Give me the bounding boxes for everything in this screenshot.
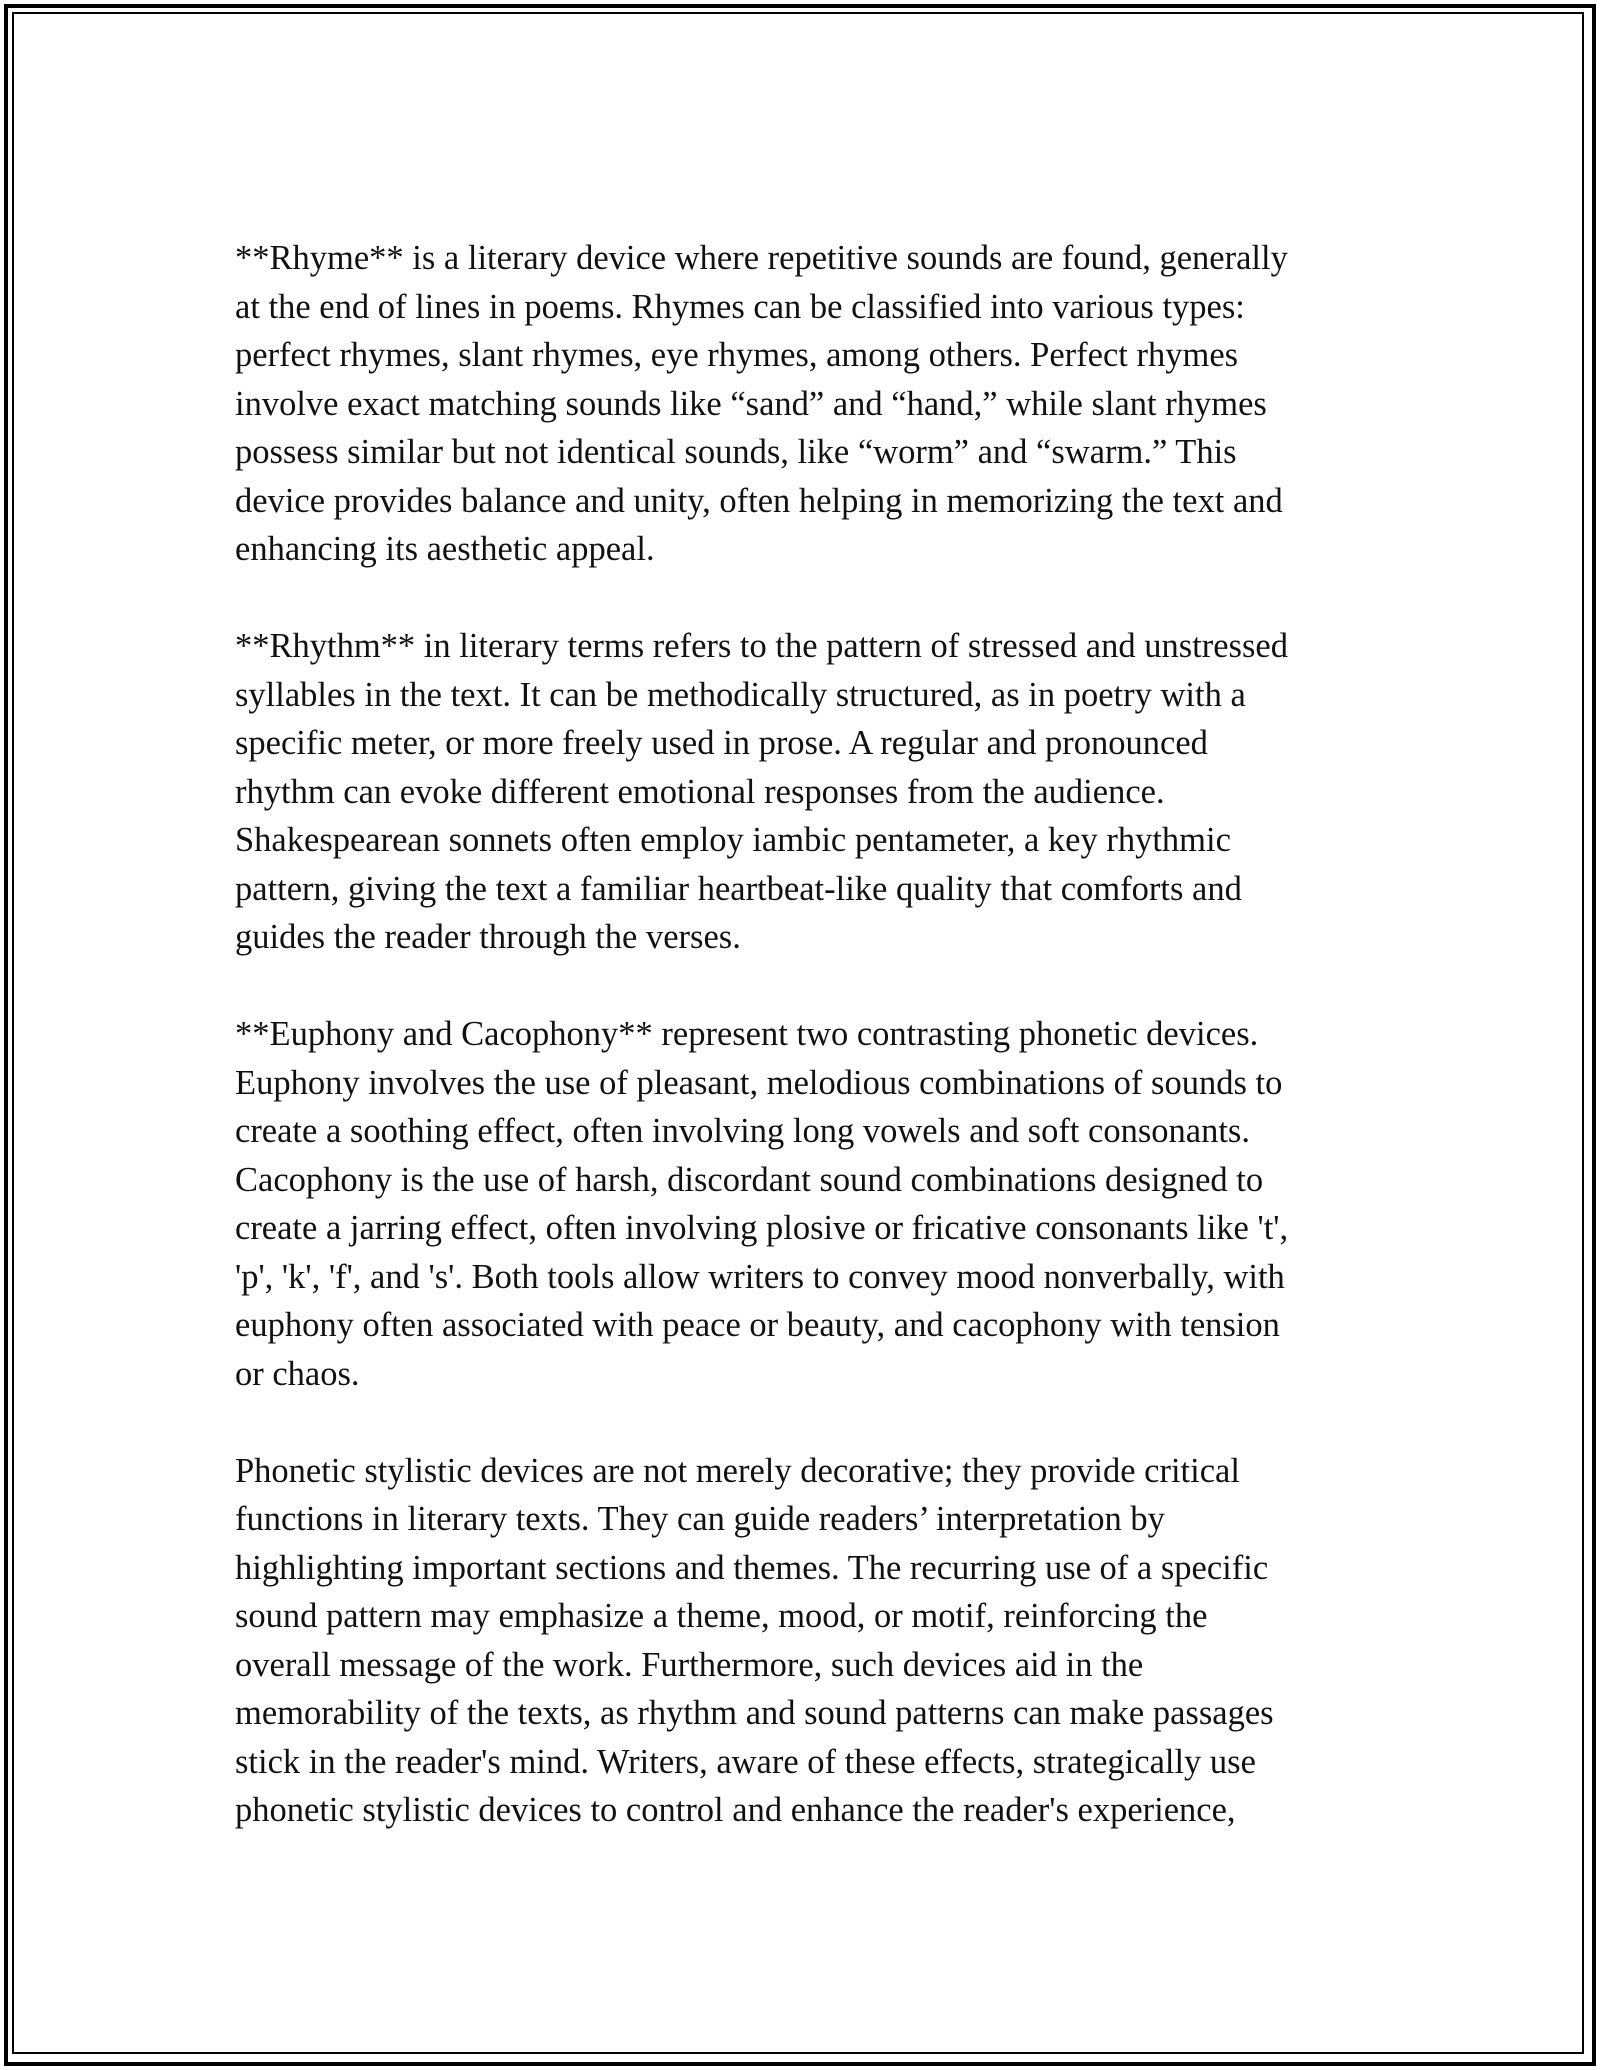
text-line: **Rhyme** is a literary device where repetitive sounds are found, generally: [235, 239, 1288, 277]
text-line: euphony often associated with peace or beauty, and cacophony with tension: [235, 1306, 1280, 1344]
paragraph-rhyme: [235, 234, 1365, 574]
text-line: stick in the reader's mind. Writers, aware of these effects, strategically use: [235, 1742, 1256, 1781]
text-line: 'p', 'k', 'f', and 's'. Both tools allow writers to convey mood nonverbally, with: [235, 1257, 1285, 1296]
text-line: create a jarring effect, often involving plosive or fricative consonants like 't',: [235, 1209, 1289, 1247]
text-line: rhythm can evoke different emotional responses from the audience.: [235, 772, 1165, 811]
text-line: possess similar but not identical sounds, like “worm” and “swarm.” This: [235, 433, 1237, 471]
text-line: enhancing its aesthetic appeal.: [235, 530, 655, 568]
text-line: involve exact matching sounds like “sand” and “hand,” while slant rhymes: [235, 384, 1267, 423]
text-line: memorability of the texts, as rhythm and sound patterns can make passages: [235, 1694, 1274, 1732]
text-line: guides the reader through the verses.: [235, 918, 741, 956]
text-line: **Euphony and Cacophony** represent two contrasting phonetic devices.: [235, 1015, 1259, 1053]
text-line: or chaos.: [235, 1354, 360, 1393]
text-line: overall message of the work. Furthermore, such devices aid in the: [235, 1645, 1144, 1684]
text-line: create a soothing effect, often involving long vowels and soft consonants.: [235, 1112, 1250, 1150]
text-line: functions in literary texts. They can guide readers’ interpretation by: [235, 1500, 1165, 1538]
text-line: Cacophony is the use of harsh, discordant sound combinations designed to: [235, 1160, 1264, 1199]
text-line: at the end of lines in poems. Rhymes can be classified into various types:: [235, 287, 1245, 326]
text-line: sound pattern may emphasize a theme, mood, or motif, reinforcing the: [235, 1597, 1208, 1635]
paragraph-phonetic-devices: [235, 1447, 1365, 1835]
text-line: syllables in the text. It can be methodically structured, as in poetry with a: [235, 675, 1246, 714]
document-body: [235, 234, 1365, 1835]
text-line: pattern, giving the text a familiar heartbeat-like quality that comforts and: [235, 869, 1242, 908]
text-line: Phonetic stylistic devices are not merely decorative; they provide critical: [235, 1451, 1240, 1490]
text-line: Euphony involves the use of pleasant, melodious combinations of sounds to: [235, 1063, 1283, 1102]
text-line: perfect rhymes, slant rhymes, eye rhymes, among others. Perfect rhymes: [235, 336, 1239, 374]
text-line: Shakespearean sonnets often employ iambic pentameter, a key rhythmic: [235, 821, 1231, 859]
text-line: highlighting important sections and themes. The recurring use of a specific: [235, 1548, 1269, 1587]
text-line: phonetic stylistic devices to control and enhance the reader's experience,: [235, 1791, 1236, 1829]
paragraph-euphony-cacophony: [235, 1010, 1365, 1398]
text-line: **Rhythm** in literary terms refers to the pattern of stressed and unstressed: [235, 627, 1288, 665]
text-line: device provides balance and unity, often helping in memorizing the text and: [235, 481, 1283, 520]
paragraph-rhythm: [235, 622, 1365, 962]
text-line: specific meter, or more freely used in prose. A regular and pronounced: [235, 724, 1208, 762]
